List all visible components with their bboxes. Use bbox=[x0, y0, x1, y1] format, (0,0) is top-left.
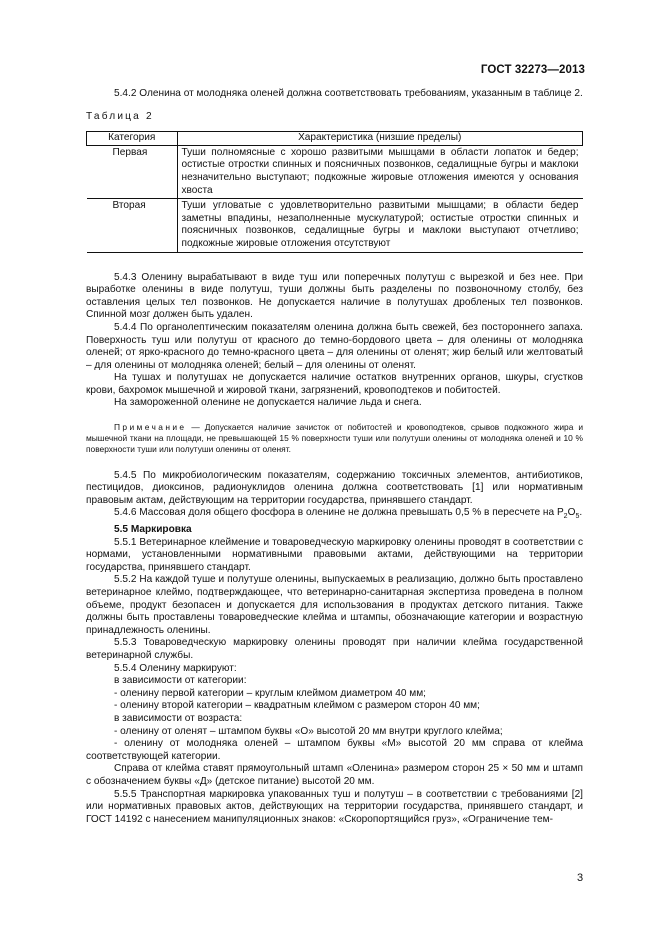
list-item: - оленину второй категории – квадратным клеймом с размером сторон 40 мм; bbox=[114, 700, 480, 712]
row-description: Туши полномясные с хорошо развитыми мышцами в области лопаток и бедер; остистые отростки спинных и поясничных позвонков, седалищные бугры и маклоки незначительно выступают; подкожные жировые отложения имеются у основания хвоста bbox=[177, 145, 583, 198]
list-item: - оленину первой категории – круглым клеймом диаметром 40 мм; bbox=[114, 687, 426, 699]
table-header-row bbox=[87, 132, 583, 146]
paragraph-5-4-5: 5.4.5 По микробиологическим показателям, содержанию токсичных элементов, антибиотиков, пестицидов, диоксинов, радионуклидов оленина должна соответствовать [1] или нормативным правовым актам, действующим на территории государства, принявшего стандарт. bbox=[86, 469, 583, 506]
table-title: Таблица 2 bbox=[86, 110, 154, 122]
paragraph-5-5-3: 5.5.3 Товароведческую маркировку оленины проводят при наличии клейма государственной ветеринарной службы. bbox=[86, 637, 583, 661]
paragraph-5-5-4: 5.5.4 Оленину маркируют: bbox=[114, 662, 237, 674]
page-content bbox=[86, 88, 583, 826]
paragraph-5-4-4-frozen: На замороженной оленине не допускается наличие льда и снега. bbox=[114, 397, 422, 409]
section-heading-5-5: 5.5 Маркировка bbox=[114, 524, 192, 536]
note-label: Примечание bbox=[114, 422, 187, 433]
paragraph-5-5-5: 5.5.5 Транспортная маркировка упакованных туш и полутуш – в соответствии с требованиями [2] или нормативных правовых актов, действующих на территории государства, принявшего стандарт, и ГОСТ 14192 с нанесением манипуляционных знаков: «Скоропортящийся груз», «Ограничение тем- bbox=[86, 788, 583, 825]
list-item: в зависимости от категории: bbox=[114, 675, 247, 687]
paragraph-5-5-2: 5.5.2 На каждой туше и полутуше оленины, выпускаемых в реализацию, должно быть проставлено ветеринарное клеймо, подтверждающее, что ветеринарно-санитарная экспертиза проведена в полном объеме, продукт безопасен и допускается для использования в продуктах детского питания. Также должны быть проставлены товароведческие клейма и штампы, обозначающие категории и возрастную принадлежность оленины. bbox=[86, 574, 583, 636]
header-characteristic: Характеристика (низшие пределы) bbox=[177, 132, 583, 146]
list-item: - оленину от оленят – штампом буквы «О» высотой 20 мм внутри круглого клейма; bbox=[114, 725, 503, 737]
note bbox=[86, 422, 583, 456]
phosphorus-formula: $P_2O_5$. bbox=[556, 507, 583, 521]
row-category: Вторая bbox=[112, 200, 146, 212]
list-item: в зависимости от возраста: bbox=[114, 712, 243, 724]
row-category: Первая bbox=[87, 145, 178, 198]
paragraph-5-4-6 bbox=[86, 507, 583, 524]
note-text: — Допускается наличие зачисток от побитостей и кровоподтеков, срывов подкожного жира и мышечной ткани на площади, не превышающей 15 % поверхности туши или полутуши оленины от молодняка оленей и 10 % поверхности туши или полутуши оленины от оленят. bbox=[86, 422, 583, 455]
paragraph-5-5-4-stamp: Справа от клейма ставят прямоугольный штамп «Оленина» размером сторон 25 × 50 мм и штамп с обозначением буквы «Д» (детское питание) высотой 20 мм. bbox=[86, 763, 583, 787]
paragraph-5-5-1: 5.5.1 Ветеринарное клеймение и товароведческую маркировку оленины проводят в соответствии с нормами, установленными нормативными правовыми актами, действующими на территории государства, принявшего стандарт. bbox=[86, 536, 583, 573]
paragraph-5-4-4: 5.4.4 По органолептическим показателям оленина должна быть свежей, без постороннего запаха. Поверхность туш или полутуш от красного до темно-бордового цвета – для оленины от молодняка оленей; от ярко-красного до темно-красного цвета – для оленины от оленят; жир белый или желтоватый – для оленины от молодняка оленей; белый – для оленины от оленят. bbox=[86, 321, 583, 371]
paragraph-5-4-2: 5.4.2 Оленина от молодняка оленей должна соответствовать требованиям, указанным в таблице 2. bbox=[114, 88, 583, 99]
row-description: Туши угловатые с удовлетворительно развитыми мышцами; в области бедер заметны впадины, незаполненные мускулатурой; остистые отростки спинных и поясничных позвонков, седалищные бугры и маклоки выступают отчетливо; подкожные жировые отложения отсутствуют bbox=[177, 199, 583, 252]
paragraph-5-4-4-defects: На тушах и полутушах не допускается наличие остатков внутренних органов, шкуры, сгустков крови, бахромок мышечной и жировой ткани, загрязнений, кровоподтеков и побитостей. bbox=[86, 372, 583, 396]
paragraph-5-4-6-text: 5.4.6 Массовая доля общего фосфора в оленине не должна превышать 0,5 % в пересчете на bbox=[114, 507, 555, 519]
page-number: 3 bbox=[577, 872, 584, 884]
list-item: - оленину от молодняка оленей – штампом буквы «М» высотой 20 мм справа от клейма соответствующей категории. bbox=[86, 738, 583, 762]
paragraph-5-4-3: 5.4.3 Оленину вырабатывают в виде туш или поперечных полутуш с вырезкой и без нее. При выработке оленины в виде полутуш, туши должны быть разделены по позвоночному столбу, без оставления целых тел позвонков. Не допускается наличие в полутушах дробленых тел позвонков. Спинной мозг должен быть удален. bbox=[86, 271, 583, 321]
table-row bbox=[87, 199, 583, 252]
document-code: ГОСТ 32273—2013 bbox=[480, 64, 585, 76]
table-row bbox=[87, 145, 583, 198]
requirements-table bbox=[86, 131, 583, 252]
header-category: Категория bbox=[87, 132, 178, 146]
